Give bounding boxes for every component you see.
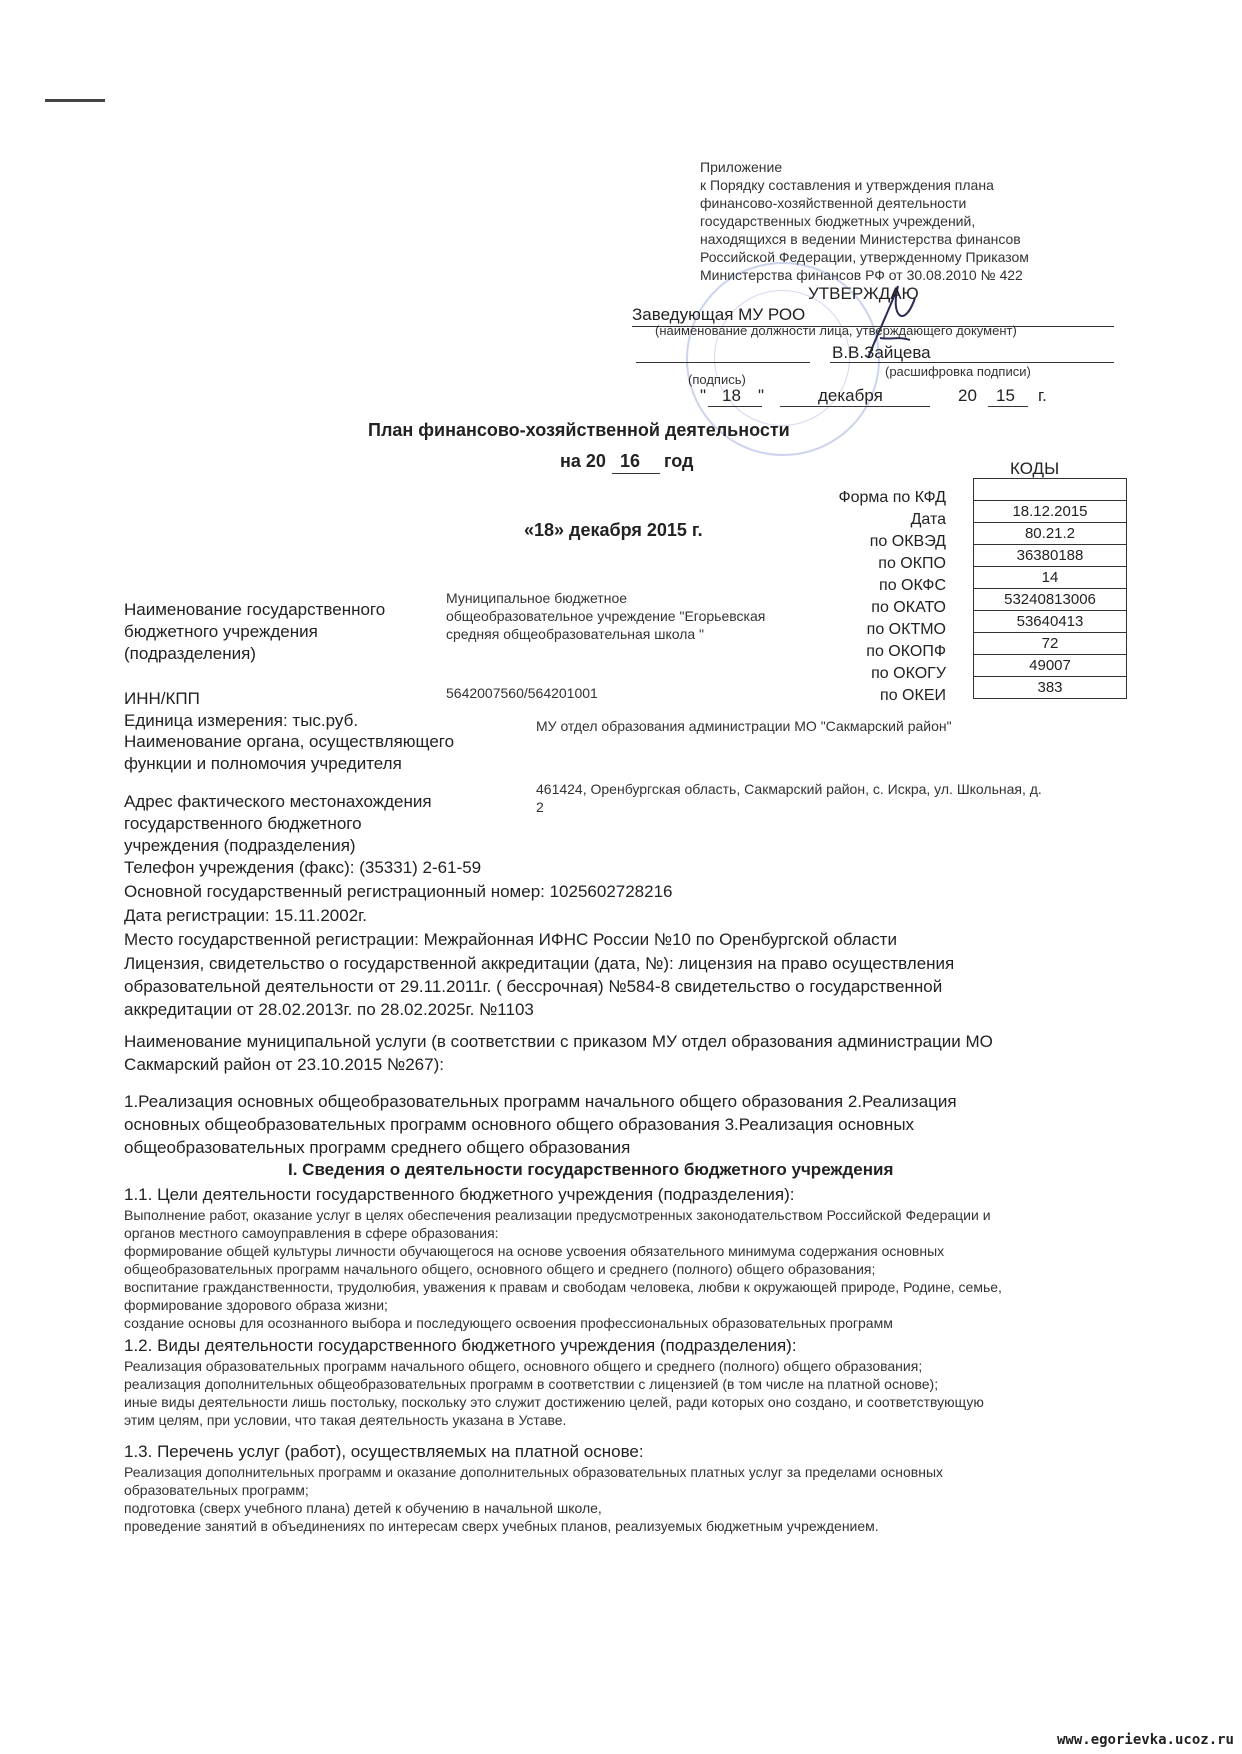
text-line: основных общеобразовательных программ основного общего образования 3.Реализация основных (124, 1115, 915, 1134)
year-underline (988, 406, 1028, 407)
institution-name-label (124, 599, 385, 665)
text-line: формирование здорового образа жизни; (124, 1297, 388, 1313)
founder-label (124, 731, 454, 775)
inn-label: ИНН/КПП (124, 689, 200, 708)
text-line: этим целям, при условии, что такая деятельность указана в Уставе. (124, 1412, 567, 1428)
text-line: Лицензия, свидетельство о государственной аккредитации (дата, №): лицензия на право осуществления (124, 954, 955, 973)
plan-year-unit: год (664, 451, 694, 471)
paid-heading: 1.3. Перечень услуг (работ), осуществляемых на платной основе: (124, 1442, 644, 1461)
plan-year-prefix: на 20 (560, 451, 606, 471)
label-line: государственного бюджетного (124, 814, 362, 833)
text-line: Наименование муниципальной услуги (в соответствии с приказом МУ отдел образования администрации МО (124, 1032, 993, 1051)
appendix-line: находящихся в ведении Министерства финансов (700, 231, 1021, 247)
month-underline (780, 406, 930, 407)
text-line: 1.Реализация основных общеобразовательных программ начального общего образования 2.Реализация (124, 1092, 957, 1111)
day-underline (708, 406, 762, 407)
code-value: 383 (974, 677, 1127, 699)
signer-name: В.В.Зайцева (832, 343, 931, 362)
text-line: формирование общей культуры личности обучающегося на основе усвоения обязательного минимума содержания основных (124, 1243, 945, 1259)
text-line: создание основы для осознанного выбора и последующего освоения профессиональных образовательных программ (124, 1315, 893, 1331)
appendix-line: к Порядку составления и утверждения плана (700, 177, 994, 193)
text-line: Реализация образовательных программ начального общего, основного общего и среднего (полного) общего образования; (124, 1358, 923, 1374)
label-line: Адрес фактического местонахождения (124, 792, 432, 811)
code-label: по ОКЕИ (880, 687, 946, 704)
code-value: 80.21.2 (974, 523, 1127, 545)
registration-date: Дата регистрации: 15.11.2002г. (124, 906, 368, 925)
text-line: проведение занятий в объединениях по интересам сверх учебных планов, реализуемых бюджетным учреждением. (124, 1518, 879, 1534)
code-label: Форма по КФД (838, 489, 946, 506)
code-label: Дата (910, 511, 946, 528)
code-label: по ОКОГУ (871, 665, 946, 682)
approval-year-prefix: 20 (958, 386, 977, 405)
registration-place: Место государственной регистрации: Межрайонная ИФНС России №10 по Оренбургской области (124, 930, 897, 949)
code-label: по ОКВЭД (869, 533, 946, 550)
signature-underline (636, 362, 810, 363)
text-line: образовательной деятельности от 29.11.2011г. ( бессрочная) №584-8 свидетельство о государственной (124, 977, 943, 996)
codes-header: КОДЫ (1010, 459, 1060, 478)
appendix-line: Министерства финансов РФ от 30.08.2010 № 422 (700, 267, 1023, 283)
value-line: Муниципальное бюджетное (446, 590, 628, 606)
approval-month: декабря (818, 386, 883, 405)
approval-year-unit: г. (1038, 386, 1047, 405)
codes-table (973, 478, 1127, 699)
text-line: воспитание гражданственности, трудолюбия, уважения к правам и свободам человека, любви к окружающей природе, Родине, семье, (124, 1279, 1002, 1295)
scan-mark (45, 99, 105, 102)
approval-year-suffix: 15 (996, 386, 1015, 405)
section-heading: I. Сведения о деятельности государственного бюджетного учреждения (288, 1160, 894, 1179)
plan-year-suffix: 16 (620, 451, 641, 471)
plan-year-underline (612, 473, 660, 474)
approver-position: Заведующая МУ РОО (632, 305, 806, 324)
value-line: 2 (536, 799, 544, 815)
institution-name-value (446, 589, 765, 643)
page-title: План финансово-хозяйственной деятельности (368, 420, 790, 440)
approval-date-close-quote: " (758, 386, 765, 405)
types-heading: 1.2. Виды деятельности государственного бюджетного учреждения (подразделения): (124, 1336, 797, 1355)
appendix-note (700, 158, 1029, 284)
label-line: (подразделения) (124, 644, 256, 663)
types-list (124, 1357, 984, 1429)
code-label: по ОКАТО (871, 599, 946, 616)
address-value (536, 780, 1042, 816)
text-line: образовательных программ; (124, 1482, 309, 1498)
code-value (974, 479, 1127, 501)
code-value: 14 (974, 567, 1127, 589)
name-underline (830, 362, 1114, 363)
address-label (124, 791, 432, 857)
text-line: иные виды деятельности лишь постольку, поскольку это служит достижению целей, ради которых оно создано, и соответствующую (124, 1394, 984, 1410)
code-value: 72 (974, 633, 1127, 655)
inn-value: 5642007560/564201001 (446, 685, 598, 701)
code-label: по ОКТМО (866, 621, 946, 638)
text-line: органов местного самоуправления в сфере образования: (124, 1225, 499, 1241)
code-label: по ОКФС (879, 577, 946, 594)
code-value: 18.12.2015 (974, 501, 1127, 523)
appendix-line: Российской Федерации, утвержденному Приказом (700, 249, 1029, 265)
phone: Телефон учреждения (факс): (35331) 2-61-59 (124, 858, 482, 877)
municipal-service (124, 1030, 993, 1076)
approval-date-open-quote: " (700, 386, 707, 405)
code-value: 53240813006 (974, 589, 1127, 611)
plan-date: «18» декабря 2015 г. (524, 520, 703, 540)
code-value: 53640413 (974, 611, 1127, 633)
text-line: аккредитации от 28.02.2013г. по 28.02.2025г. №1103 (124, 1000, 534, 1019)
text-line: Выполнение работ, оказание услуг в целях обеспечения реализации предусмотренных законодательством Российской Федерации и (124, 1207, 991, 1223)
code-label: по ОКОПФ (866, 643, 946, 660)
founder-value: МУ отдел образования администрации МО "Сакмарский район" (536, 718, 952, 734)
label-line: бюджетного учреждения (124, 622, 318, 641)
programs-list (124, 1090, 957, 1159)
label-line: функции и полномочия учредителя (124, 754, 402, 773)
position-caption: (наименование должности лица, утверждающего документ) (655, 323, 1017, 338)
text-line: общеобразовательных программ среднего общего образования (124, 1138, 631, 1157)
goals-list (124, 1206, 1002, 1332)
label-line: Наименование государственного (124, 600, 386, 619)
code-value: 49007 (974, 655, 1127, 677)
appendix-line: финансово-хозяйственной деятельности (700, 195, 967, 211)
paid-services-list (124, 1463, 943, 1535)
text-line: Сакмарский район от 23.10.2015 №267): (124, 1055, 444, 1074)
text-line: подготовка (сверх учебного плана) детей к обучению в начальной школе, (124, 1500, 602, 1516)
code-label: по ОКПО (878, 555, 946, 572)
code-value: 36380188 (974, 545, 1127, 567)
ogrn: Основной государственный регистрационный номер: 1025602728216 (124, 882, 673, 901)
goals-heading: 1.1. Цели деятельности государственного бюджетного учреждения (подразделения): (124, 1185, 795, 1204)
unit-of-measure: Единица измерения: тыс.руб. (124, 711, 359, 730)
site-watermark: www.egorievka.ucoz.ru (1056, 1732, 1234, 1748)
approve-word: УТВЕРЖДАЮ (808, 284, 919, 303)
text-line: реализация дополнительных общеобразовательных программ в соответствии с лицензией (в том числе на платной основе); (124, 1376, 939, 1392)
label-line: учреждения (подразделения) (124, 836, 356, 855)
value-line: общеобразовательное учреждение "Егорьевская (446, 608, 766, 624)
value-line: 461424, Оренбургская область, Сакмарский район, с. Искра, ул. Школьная, д. (536, 781, 1042, 797)
decoding-caption: (расшифровка подписи) (885, 364, 1031, 379)
label-line: Наименование органа, осуществляющего (124, 732, 455, 751)
appendix-line: Приложение (700, 159, 783, 175)
value-line: средняя общеобразовательная школа " (446, 626, 705, 642)
license-info (124, 952, 954, 1021)
approval-day: 18 (722, 386, 741, 405)
text-line: общеобразовательных программ начального общего, основного общего и среднего (полного) общего образования; (124, 1261, 876, 1277)
signature-caption: (подпись) (688, 372, 746, 387)
appendix-line: государственных бюджетных учреждений, (700, 213, 976, 229)
text-line: Реализация дополнительных программ и оказание дополнительных образовательных платных услуг за пределами основных (124, 1464, 944, 1480)
